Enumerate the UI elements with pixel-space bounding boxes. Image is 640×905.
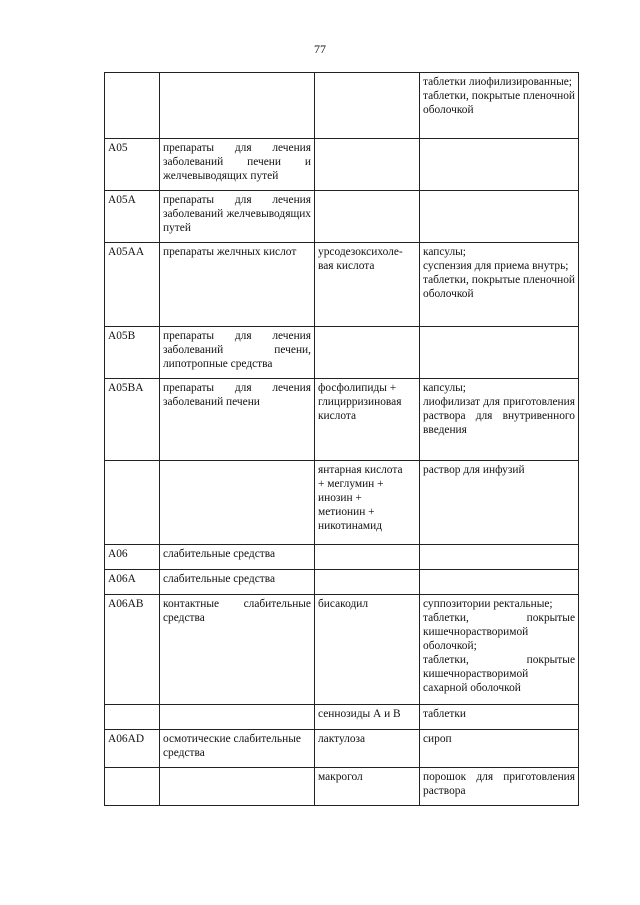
- drug-name-line: кислота: [318, 410, 357, 422]
- drug-name-line: макрогол: [318, 771, 363, 783]
- atc-code-cell: A05AA: [105, 243, 160, 327]
- medication-table: [104, 72, 579, 806]
- drug-name-line: + меглумин +: [318, 478, 384, 490]
- atc-code-cell: A06: [105, 545, 160, 570]
- atc-code-cell: [105, 768, 160, 806]
- drug-name-cell: [315, 379, 420, 461]
- drug-name-line: лактулоза: [318, 733, 366, 745]
- dosage-form-cell: [420, 705, 579, 730]
- pharmacological-group-cell: слабительные средства: [160, 545, 315, 570]
- atc-code-cell: A06AB: [105, 595, 160, 705]
- atc-code-cell: A06AD: [105, 730, 160, 768]
- drug-name-cell: [315, 595, 420, 705]
- dosage-form-cell: [420, 327, 579, 379]
- drug-name-line: сеннозиды А и В: [318, 708, 401, 720]
- drug-name-cell: [315, 705, 420, 730]
- atc-code-cell: [105, 461, 160, 545]
- drug-name-cell: [315, 139, 420, 191]
- table-row: [105, 139, 579, 191]
- atc-code-cell: A06A: [105, 570, 160, 595]
- drug-name-cell: [315, 327, 420, 379]
- drug-name-line: фосфолипиды +: [318, 382, 397, 394]
- drug-name-line: бисакодил: [318, 598, 369, 610]
- dosage-form-cell: [420, 73, 579, 139]
- dosage-form-line: капсулы;: [423, 246, 466, 258]
- atc-code-cell: A05BA: [105, 379, 160, 461]
- drug-name-cell: [315, 461, 420, 545]
- dosage-form-cell: [420, 768, 579, 806]
- dosage-form-line: таблетки, покрытые пленочной оболочкой: [423, 274, 575, 300]
- drug-name-cell: [315, 243, 420, 327]
- drug-name-line: инозин +: [318, 492, 362, 504]
- table-row: [105, 705, 579, 730]
- table-row: [105, 243, 579, 327]
- dosage-form-cell: [420, 570, 579, 595]
- drug-name-cell: [315, 730, 420, 768]
- pharmacological-group-cell: препараты для лечения заболеваний печени и желчевыводящих путей: [160, 139, 315, 191]
- table-row: [105, 768, 579, 806]
- table-row: [105, 191, 579, 243]
- drug-name-line: метионин +: [318, 506, 375, 518]
- pharmacological-group-cell: препараты желчных кислот: [160, 243, 315, 327]
- dosage-form-line: порошок для приготовления раствора: [423, 771, 575, 797]
- pharmacological-group-cell: препараты для лечения заболеваний печени, липотропные средства: [160, 327, 315, 379]
- pharmacological-group-cell: [160, 705, 315, 730]
- dosage-form-line: таблетки, покрытые пленочной оболочкой: [423, 90, 575, 116]
- atc-code-cell: A05B: [105, 327, 160, 379]
- dosage-form-cell: [420, 139, 579, 191]
- dosage-form-line: сироп: [423, 733, 452, 745]
- dosage-form-cell: [420, 545, 579, 570]
- pharmacological-group-cell: [160, 461, 315, 545]
- drug-name-line: урсодезоксихоле-: [318, 246, 403, 258]
- table-row: [105, 379, 579, 461]
- drug-name-cell: [315, 545, 420, 570]
- table-row: [105, 545, 579, 570]
- dosage-form-line: раствор для инфузий: [423, 464, 525, 476]
- dosage-form-cell: [420, 730, 579, 768]
- table-row: [105, 73, 579, 139]
- drug-name-cell: [315, 73, 420, 139]
- pharmacological-group-cell: [160, 768, 315, 806]
- table-row: [105, 570, 579, 595]
- table-row: [105, 327, 579, 379]
- table-row: [105, 461, 579, 545]
- table-row: [105, 595, 579, 705]
- dosage-form-cell: [420, 461, 579, 545]
- dosage-form-cell: [420, 379, 579, 461]
- dosage-form-line: таблетки, покрытые кишечнорастворимой оболочкой;: [423, 612, 575, 652]
- pharmacological-group-cell: препараты для лечения заболеваний печени: [160, 379, 315, 461]
- dosage-form-line: суппозитории ректальные;: [423, 598, 553, 610]
- pharmacological-group-cell: контактные слабительные средства: [160, 595, 315, 705]
- dosage-form-line: капсулы;: [423, 382, 466, 394]
- dosage-form-line: таблетки: [423, 708, 467, 720]
- page-number: 77: [314, 42, 326, 56]
- drug-name-line: никотинамид: [318, 520, 383, 532]
- atc-code-cell: [105, 705, 160, 730]
- pharmacological-group-cell: слабительные средства: [160, 570, 315, 595]
- atc-code-cell: [105, 73, 160, 139]
- dosage-form-line: таблетки лиофилизированные;: [423, 76, 572, 88]
- dosage-form-line: лиофилизат для приготовления раствора для внутривенного введения: [423, 396, 575, 436]
- drug-name-cell: [315, 768, 420, 806]
- dosage-form-cell: [420, 595, 579, 705]
- atc-code-cell: A05A: [105, 191, 160, 243]
- drug-name-line: вая кислота: [318, 260, 375, 272]
- dosage-form-line: суспензия для приема внутрь;: [423, 260, 569, 272]
- pharmacological-group-cell: препараты для лечения заболеваний желчевыводящих путей: [160, 191, 315, 243]
- drug-name-line: глицирризиновая: [318, 396, 402, 408]
- atc-code-cell: A05: [105, 139, 160, 191]
- dosage-form-cell: [420, 243, 579, 327]
- pharmacological-group-cell: осмотические слабительные средства: [160, 730, 315, 768]
- drug-name-cell: [315, 570, 420, 595]
- table-row: [105, 730, 579, 768]
- drug-name-cell: [315, 191, 420, 243]
- dosage-form-cell: [420, 191, 579, 243]
- drug-name-line: янтарная кислота: [318, 464, 403, 476]
- dosage-form-line: таблетки, покрытые кишечнорастворимой сахарной оболочкой: [423, 654, 575, 694]
- pharmacological-group-cell: [160, 73, 315, 139]
